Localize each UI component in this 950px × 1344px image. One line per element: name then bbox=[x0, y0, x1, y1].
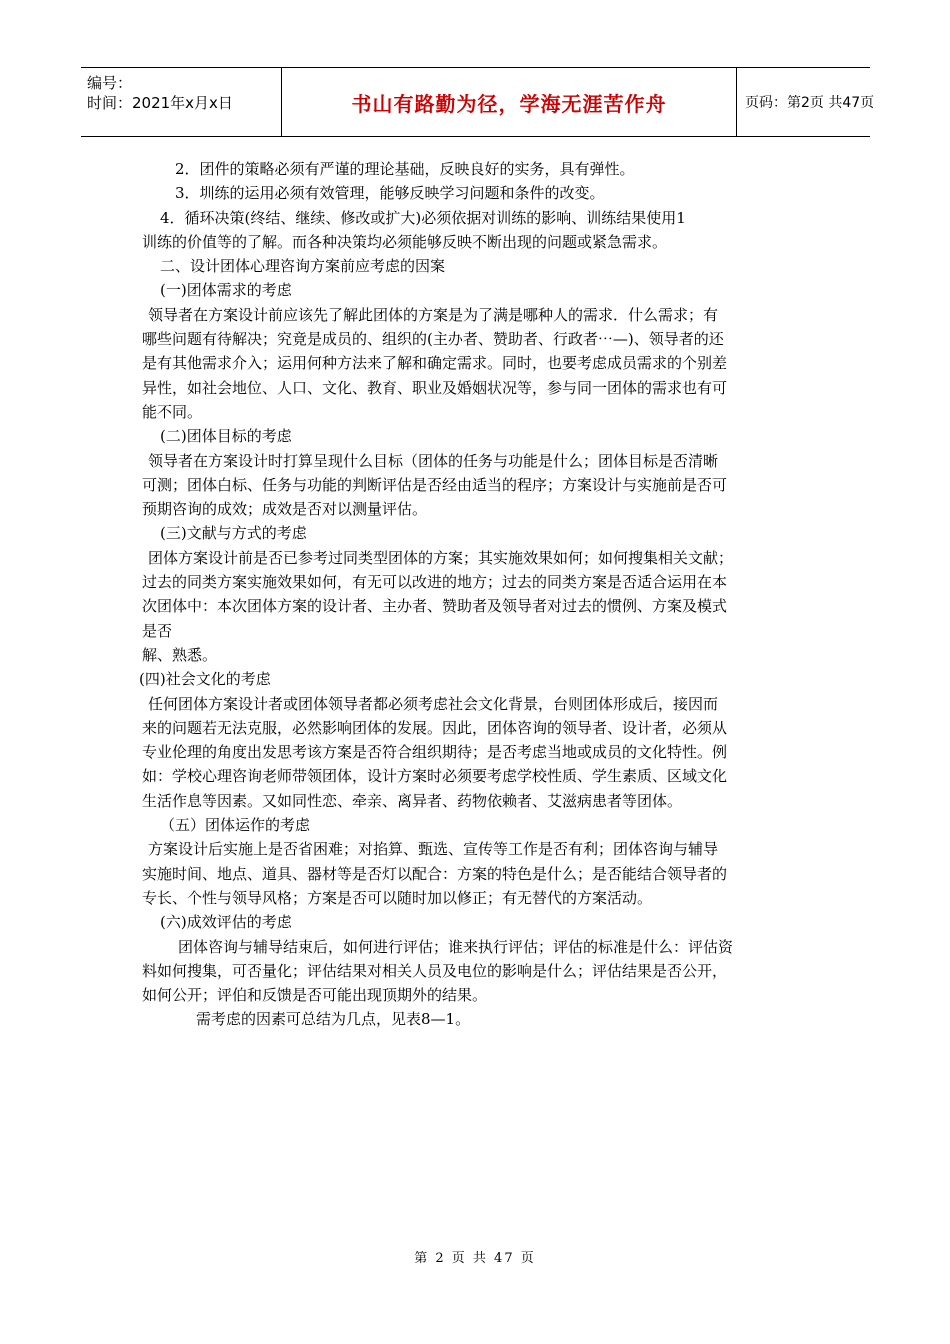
text-line: （五）团体运作的考虑 bbox=[160, 816, 311, 835]
document-number-label: 编号： bbox=[87, 74, 133, 92]
text-line: 3．圳练的运用必须有效管理，能够反映学习问题和条件的改变。 bbox=[175, 184, 605, 203]
page-header bbox=[81, 67, 875, 137]
text-line: 能不同。 bbox=[142, 402, 203, 421]
text-line: 来的问题若无法克服，必然影响团体的发展。因此，团体咨询的领导者、设计者，必须从 bbox=[142, 718, 728, 737]
text-line: 可测；团体白标、任务与功能的判断评估是否经由适当的程序；方案设计与实施前是否可 bbox=[142, 475, 728, 494]
text-line: 专长、个性与领导风格；方案是否可以随时加以修正；有无替代的方案活动。 bbox=[142, 888, 653, 907]
text-line: 方案设计后实施上是否省困难；对掐算、甄选、宣传等工作是否有利；团体咨询与辅导 bbox=[148, 840, 719, 859]
text-line: 任何团体方案设计者或团体领导者都必须考虑社会文化背景，台则团体形成后，接因而 bbox=[148, 694, 719, 713]
text-line: 如何公开；评伯和反馈是否可能出现顶期外的结果。 bbox=[142, 986, 488, 1005]
text-line: 次团体中：本次团体方案的设计者、主办者、赞助者及领导者对过去的惯例、方案及模式 bbox=[142, 597, 728, 616]
header-meta bbox=[81, 68, 281, 136]
text-line: 需考虑的因素可总结为几点，见表8—1。 bbox=[196, 1010, 471, 1029]
text-line: 预期咨询的成效；成效是否对以测量评估。 bbox=[142, 500, 428, 519]
text-line: 二、设计团体心理咨询方案前应考虑的因案 bbox=[160, 257, 446, 276]
text-line: 是有其他需求介入；运用何种方法来了解和确定需求。同时，也要考虑成员需求的个别差 bbox=[142, 354, 728, 373]
text-line: 生活作息等因素。又如同性恋、牵亲、离异者、药物依赖者、艾滋病患者等团体。 bbox=[142, 791, 683, 810]
header-motto: 书山有路勤为径，学海无涯苦作舟 bbox=[281, 68, 737, 136]
text-line: 过去的同类方案实施效果如何，有无可以改进的地方；过去的同类方案是否适合运用在本 bbox=[142, 573, 728, 592]
text-line: 专业伦理的角度出发思考该方案是否符合组织期待；是否考虑当地或成员的文化特性。例 bbox=[142, 743, 728, 762]
text-line: (二)团体目标的考虑 bbox=[160, 427, 292, 446]
header-page-info: 页码：第2页 共47页 bbox=[745, 95, 875, 111]
text-line: 2．团件的策略必须有严谨的理论基础，反映良好的实务，具有弹性。 bbox=[175, 160, 635, 178]
text-line: 领导者在方案设计时打算呈现什么目标（团体的任务与功能是什么；团体目标是否清晰 bbox=[148, 451, 719, 470]
text-line: 训练的价值等的了解。而各种决策均必须能够反映不断出现的问题或紧急需求。 bbox=[142, 232, 668, 251]
text-line: 4．循环决策(终结、继续、修改或扩大)必须依据对训练的影响、训练结果使用1 bbox=[160, 208, 686, 227]
text-line: 是否 bbox=[142, 621, 173, 640]
text-line: (六)成效评估的考虑 bbox=[160, 913, 292, 932]
page-footer: 第 2 页 共 47 页 bbox=[414, 1251, 536, 1266]
text-line: (一)团体需求的考虑 bbox=[160, 281, 292, 300]
document-body bbox=[139, 157, 822, 1032]
text-line: 领导者在方案设计前应该先了解此团体的方案是为了满是哪种人的需求．什么需求；有 bbox=[148, 305, 719, 324]
text-line: 团体方案设计前是否已参考过同类型团体的方案；其实施效果如何；如何搜集相关文献； bbox=[148, 548, 734, 567]
text-line: 实施时间、地点、道具、器材等是否灯以配合：方案的特色是什么；是否能结合领导者的 bbox=[142, 864, 728, 883]
text-line: 料如何搜集，可否量化；评估结果对相关人员及电位的影响是什么；评估结果是否公开， bbox=[142, 961, 728, 980]
text-line: 异性，如社会地位、人口、文化、教育、职业及婚姻状况等，参与同一团体的需求也有可 bbox=[142, 378, 728, 397]
text-line: (三)文献与方式的考虑 bbox=[160, 524, 307, 543]
text-line: 如：学校心理咨询老师带领团体，设计方案时必须要考虑学校性质、学生素质、区域文化 bbox=[142, 767, 728, 786]
text-line: 解、熟悉。 bbox=[142, 645, 218, 664]
text-line: 团体咨询与辅导结束后，如何进行评估；谁来执行评估；评估的标准是什么：评估资 bbox=[178, 937, 734, 956]
document-date-label: 时间：2021年x月x日 bbox=[87, 94, 233, 112]
text-line: 哪些问题有待解决；究竟是成员的、组织的(主办者、赞助者、行政者⋯—)、领导者的还 bbox=[142, 330, 724, 349]
text-line: (四)社会文化的考虑 bbox=[139, 670, 271, 689]
